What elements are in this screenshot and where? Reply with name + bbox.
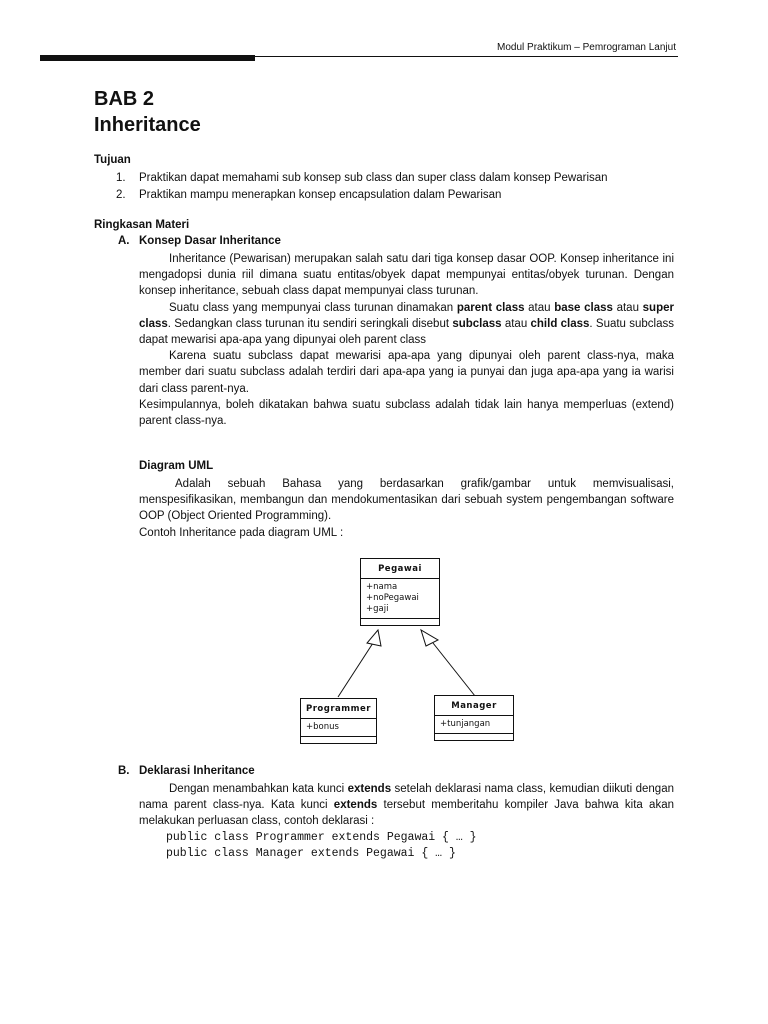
text-run: atau [524,301,555,314]
subsection-label: Deklarasi Inheritance [139,765,255,777]
list-text: Praktikan dapat memahami sub konsep sub class dan super class dalam konsep Pewarisan [139,172,608,184]
uml-operations [435,734,513,740]
uml-attribute: +bonus [306,722,339,732]
uml-operations [301,737,376,743]
subsection-label: Konsep Dasar Inheritance [139,235,281,247]
uml-operations [361,619,439,625]
paragraph [139,781,674,830]
section-title-ringkasan: Ringkasan Materi [94,219,190,231]
uml-attribute: +gaji [366,604,389,614]
uml-class-name: Manager [435,696,513,716]
paragraph: Adalah sebuah Bahasa yang berdasarkan grafik/gambar untuk memvisualisasi, menspesifikasikan, membangun dan mendokumentasikan dari sebuah system pengembangan software OOP (Object Oriented Programming). [139,478,674,523]
text-run: setelah deklarasi nama class, kemudian diikuti dengan nama parent class-nya. Kata kunci [139,783,674,812]
text-run: tersebut memberitahu kompiler Java bahwa kita akan melakukan perluasan class, contoh deklarasi : [139,799,674,828]
running-header: Modul Praktikum – Pemrograman Lanjut [497,42,676,53]
code-line: public class Programmer extends Pegawai { … } [166,831,477,844]
text-run: Suatu class yang mempunyai class turunan dinamakan [169,301,457,314]
list-number: 1. [116,172,126,184]
bold-term: base class [554,301,613,314]
uml-attribute: +nama [366,582,398,592]
chapter-number: BAB 2 [94,88,155,110]
inheritance-arrowhead-programmer [367,630,381,646]
subsection-title-b [118,765,255,777]
deklarasi-text [139,781,674,830]
uml-section-title: Diagram UML [139,460,214,472]
bold-term: child class [530,317,590,330]
paragraph: Karena suatu subclass dapat mewarisi apa-apa yang dipunyai oleh parent class-nya, maka member dari suatu subclass adalah terdiri dari apa-apa yang ia punyai dan juga apa-apa yang ia warisi dari class parent-nya. [139,350,674,395]
subsection-letter: B. [118,765,130,777]
text-run: atau [501,317,531,330]
inheritance-line-manager [433,643,475,696]
uml-class-programmer [300,698,377,744]
bold-term: subclass [452,317,502,330]
list-text: Praktikan mampu menerapkan konsep encapsulation dalam Pewarisan [139,188,502,201]
paragraph: Inheritance (Pewarisan) merupakan salah satu dari tiga konsep dasar OOP. Konsep inheritance ini mengadopsi dunia riil dimana suatu entitas/obyek dapat mempunyai entitas/obyek turunan. Dengan konsep inheritance, sebuah class dapat mempunyai class turunan. [139,253,674,298]
chapter-title: Inheritance [94,114,201,136]
text-run: . Suatu subclass dapat mewarisi apa-apa yang dipunyai oleh parent class [139,317,674,347]
inheritance-arrowhead-manager [421,630,438,646]
uml-class-name: Programmer [301,699,376,719]
section-title-tujuan: Tujuan [94,154,131,166]
uml-attributes [301,719,376,737]
code-line: public class Manager extends Pegawai { … } [166,847,456,860]
paragraph: Contoh Inheritance pada diagram UML : [139,526,344,539]
text-run: . Sedangkan class turunan itu sendiri seringkali disebut [167,317,453,330]
bold-term: extends [347,783,392,795]
uml-class-manager [434,695,514,741]
list-number: 2. [116,188,126,201]
bold-term: parent class [456,301,525,314]
uml-class-name: Pegawai [361,559,439,579]
subsection-letter: A. [118,235,130,247]
text-run: atau [612,301,643,314]
text-run: Dengan menambahkan kata kunci [169,783,348,795]
bold-term: extends [333,799,378,812]
uml-attribute: +tunjangan [440,719,491,729]
uml-class-pegawai [360,558,440,626]
uml-attribute: +noPegawai [366,593,419,603]
inheritance-line-programmer [338,643,373,697]
paragraph: Kesimpulannya, boleh dikatakan bahwa suatu subclass adalah tidak lain hanya memperluas (extend) parent class-nya. [139,398,674,428]
uml-attributes [435,716,513,734]
bold-term: super class [139,301,674,330]
uml-attributes [361,579,439,619]
